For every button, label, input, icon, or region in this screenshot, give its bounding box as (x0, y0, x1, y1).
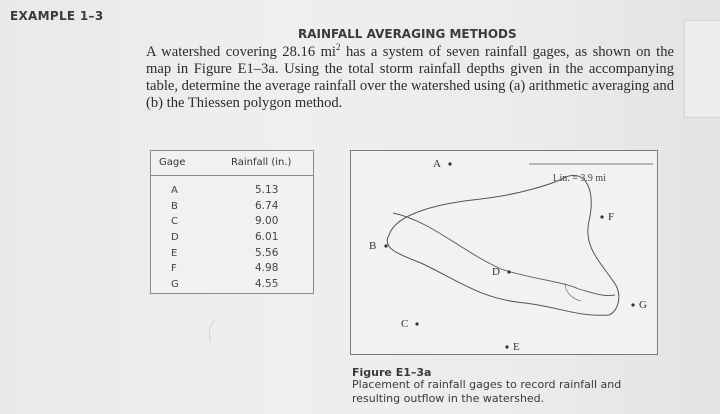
gage-label-f: F (608, 211, 615, 223)
faint-page-mark (205, 318, 219, 344)
drainage-channel (393, 213, 615, 296)
gage-cell: A (171, 185, 178, 196)
rainfall-cell: 9.00 (255, 215, 279, 228)
rainfall-cell: 4.55 (255, 278, 279, 291)
tributary-channel (565, 283, 581, 301)
problem-text-part2: has a system of seven rainfall gages, as shown on the map in Figure E1–3a. Using the total storm rainfall depths given in the accompanying table, determine the average rainfall over the watershed using (a) arithmetic averaging and (b) the Thiessen polygon method. (146, 44, 674, 111)
gage-cell: G (171, 279, 179, 291)
gage-marker-c (415, 322, 418, 325)
watershed-map (350, 150, 658, 355)
gage-cell: D (171, 232, 179, 244)
gage-marker-f (600, 215, 603, 218)
gage-label-e: E (513, 341, 520, 353)
gage-marker-e (505, 345, 508, 348)
header-rainfall: Rainfall (in.) (231, 157, 292, 168)
gage-label-c: C (401, 318, 409, 330)
scale-label: 1 in. = 3.9 mi (552, 173, 606, 184)
table-header (151, 151, 313, 176)
margin-box (684, 20, 720, 118)
watershed-boundary (387, 175, 619, 315)
rainfall-cell: 5.56 (255, 246, 279, 259)
rainfall-cell: 5.13 (255, 184, 279, 196)
gage-label-d: D (492, 266, 500, 278)
map-drawing (351, 151, 657, 354)
gage-label-g: G (639, 299, 647, 311)
header-gage: Gage (159, 157, 186, 168)
rainfall-cell: 6.01 (255, 231, 279, 244)
gage-marker-a (448, 162, 451, 165)
problem-statement (146, 44, 674, 112)
example-label: EXAMPLE 1–3 (10, 9, 104, 23)
section-title: RAINFALL AVERAGING METHODS (298, 27, 517, 41)
gage-marker-b (384, 244, 387, 247)
gage-cell: B (171, 200, 178, 212)
gage-label-a: A (433, 158, 441, 170)
rainfall-cell: 4.98 (255, 262, 279, 275)
gage-cell: E (171, 247, 178, 259)
figure-caption: Placement of rainfall gages to record rainfall and resulting outflow in the watershed. (352, 378, 622, 405)
rainfall-cell: 6.74 (255, 199, 279, 212)
gage-cell: F (171, 263, 177, 275)
figure-title: Figure E1–3a (352, 366, 432, 379)
rainfall-column (255, 183, 305, 293)
rainfall-table (150, 150, 314, 294)
gage-cell: C (171, 216, 178, 228)
gage-label-b: B (369, 240, 377, 252)
gage-column (171, 183, 187, 293)
problem-text-superscript: 2 (336, 42, 341, 53)
problem-text-part1: A watershed covering 28.16 mi (146, 44, 336, 60)
gage-marker-g (631, 303, 634, 306)
gage-marker-d (507, 270, 510, 273)
